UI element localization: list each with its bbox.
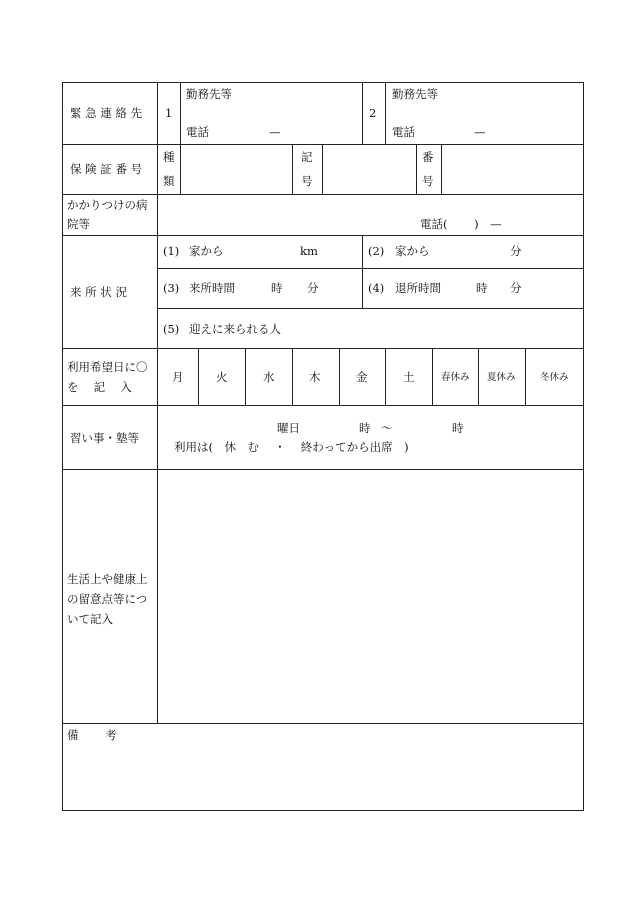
notes-label-line2: の留意点等につ xyxy=(67,592,148,606)
days-label-line2: を 記 入 xyxy=(67,380,132,394)
day-tue[interactable]: 火 xyxy=(216,370,228,384)
visit-item-5-label: 迎えに来られる人 xyxy=(189,322,281,336)
visit-item-2-unit: 分 xyxy=(510,244,522,258)
col-divider xyxy=(525,348,526,405)
visit-item-1-label: 家から xyxy=(189,244,224,258)
insurance-kind-label-1: 種 xyxy=(163,150,175,164)
visit-item-4-label: 退所時間 xyxy=(395,281,441,295)
insurance-number-field[interactable] xyxy=(442,145,583,194)
emergency-contact-number-1: 1 xyxy=(165,106,173,120)
insurance-symbol-label-1: 記 xyxy=(301,150,313,164)
visit-item-3-hour: 時 xyxy=(271,281,283,295)
day-wed[interactable]: 水 xyxy=(263,370,275,384)
col-divider xyxy=(292,348,293,405)
day-spring-break[interactable]: 春休み xyxy=(441,372,470,383)
day-fri[interactable]: 金 xyxy=(356,370,368,384)
emergency-contact-label: 緊 急 連 絡 先 xyxy=(70,106,143,120)
visit-item-1-number: (1) xyxy=(163,244,180,258)
hospital-phone-label: 電話( ) — xyxy=(420,217,502,231)
phone-1-label: 電話 xyxy=(186,125,209,139)
table-border-right xyxy=(583,82,584,811)
hospital-label-line2: 院等 xyxy=(67,217,90,231)
lessons-weekday: 曜日 xyxy=(277,421,300,435)
day-summer-break[interactable]: 夏休み xyxy=(487,372,516,383)
visit-item-3-minute: 分 xyxy=(307,281,319,295)
emergency-contact-number-2: 2 xyxy=(369,106,377,120)
lessons-end-hour: 時 xyxy=(452,421,464,435)
notes-label-line1: 生活上や健康上 xyxy=(67,572,148,586)
day-thu[interactable]: 木 xyxy=(309,370,321,384)
day-mon[interactable]: 月 xyxy=(172,370,184,384)
lessons-label: 習い事・塾等 xyxy=(70,431,139,445)
phone-2-dash: — xyxy=(474,125,486,139)
visit-status-label: 来 所 状 況 xyxy=(70,285,127,299)
notes-field[interactable] xyxy=(158,470,583,723)
insurance-symbol-label-2: 号 xyxy=(301,174,313,188)
notes-label-line3: いて記入 xyxy=(67,612,113,626)
day-winter-break[interactable]: 冬休み xyxy=(540,372,569,383)
remarks-label: 備 考 xyxy=(67,728,117,742)
hospital-label-line1: かかりつけの病 xyxy=(67,198,148,212)
hospital-field[interactable] xyxy=(158,195,583,235)
emergency-contact-1-field[interactable] xyxy=(181,82,362,144)
visit-item-4-minute: 分 xyxy=(510,281,522,295)
lessons-field[interactable] xyxy=(158,406,583,469)
col-divider xyxy=(362,82,363,144)
insurance-number-label-1: 番 xyxy=(422,150,434,164)
table-border-bottom xyxy=(62,810,584,811)
visit-item-3-label: 来所時間 xyxy=(189,281,235,295)
days-label-line1: 利用希望日に〇 xyxy=(67,360,148,374)
col-divider xyxy=(292,144,293,194)
emergency-contact-2-field[interactable] xyxy=(386,82,583,144)
visit-item-4-number: (4) xyxy=(368,281,385,295)
visit-item-2-label: 家から xyxy=(395,244,430,258)
workplace-2-label: 勤務先等 xyxy=(392,87,438,101)
insurance-number-label-2: 号 xyxy=(422,174,434,188)
lessons-attendance-option: 利用は( 休 む ・ 終わってから出席 ) xyxy=(174,440,409,454)
visit-item-3-number: (3) xyxy=(163,281,180,295)
visit-status-field[interactable] xyxy=(158,236,583,348)
col-divider xyxy=(385,348,386,405)
visit-item-2-number: (2) xyxy=(368,244,385,258)
insurance-number-label: 保 険 証 番 号 xyxy=(70,162,143,176)
col-divider xyxy=(198,348,199,405)
table-border-left xyxy=(62,82,63,811)
insurance-symbol-field[interactable] xyxy=(323,145,416,194)
col-divider xyxy=(245,348,246,405)
row-divider xyxy=(62,723,584,724)
insurance-kind-field[interactable] xyxy=(181,145,292,194)
lessons-start-hour: 時 xyxy=(359,421,371,435)
phone-2-label: 電話 xyxy=(392,125,415,139)
workplace-1-label: 勤務先等 xyxy=(186,87,232,101)
visit-item-4-hour: 時 xyxy=(476,281,488,295)
col-divider xyxy=(432,348,433,405)
col-divider xyxy=(478,348,479,405)
lessons-tilde: ～ xyxy=(381,421,393,435)
remarks-field[interactable] xyxy=(63,745,583,810)
col-divider xyxy=(416,144,417,194)
day-sat[interactable]: 土 xyxy=(403,370,415,384)
visit-item-1-unit: km xyxy=(300,244,318,258)
col-divider xyxy=(339,348,340,405)
row-divider xyxy=(62,348,584,349)
insurance-kind-label-2: 類 xyxy=(163,174,175,188)
visit-item-5-number: (5) xyxy=(163,322,180,336)
phone-1-dash: — xyxy=(269,125,281,139)
